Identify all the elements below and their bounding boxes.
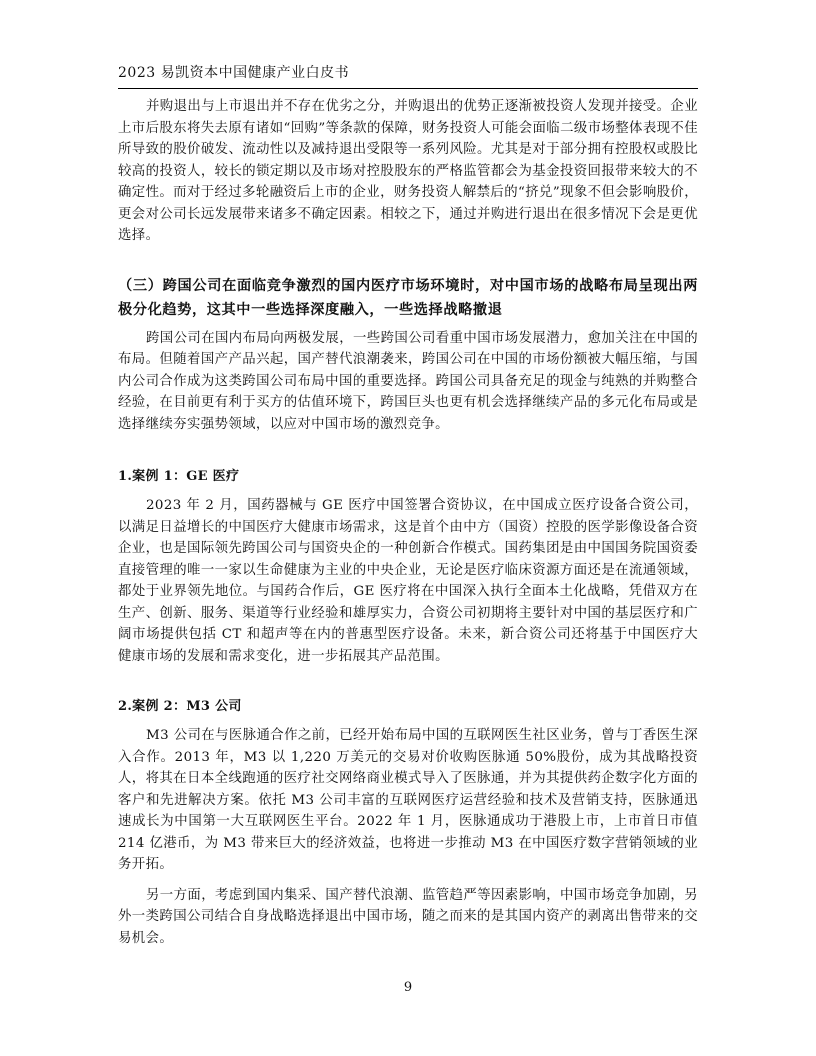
page-header-title: 2023 易凯资本中国健康产业白皮书 (118, 65, 350, 81)
page-content (118, 96, 698, 949)
paragraph-strategic-exit: 另一方面，考虑到国内集采、国产替代浪潮、监管趋严等因素影响，中国市场竞争加剧，另外一类跨国公司结合自身战略选择退出中国市场，随之而来的是其国内资产的剥离出售带来的交易机会。 (118, 887, 698, 946)
case-heading-m3: 2.案例 2：M3 公司 (118, 699, 242, 714)
paragraph-m3: M3 公司在与医脉通合作之前，已经开始布局中国的互联网医生社区业务，曾与丁香医生深入合作。2013 年，M3 以 1,220 万美元的交易对价收购医脉通 50%股份，成为其战略投资人，将其在日本全线跑通的医疗社交网络商业模式导入了医脉通，并为其提供药企数字化方面的客户和先进解决方案。依托 M3 公司丰富的互联网医疗运营经验和技术及营销支持，医脉通迅速成长为中国第一大互联网医生平台。2022 年 1 月，医脉通成功于港股上市，上市首日市值 214 亿港币，为 M3 带来巨大的经济效益，也将进一步推动 M3 在中国医疗数字营销领域的业务开拓。 (118, 728, 698, 872)
page-number: 9 (403, 980, 413, 995)
case-heading-ge-healthcare: 1.案例 1：GE 医疗 (118, 469, 240, 484)
paragraph-exit-comparison: 并购退出与上市退出并不存在优劣之分，并购退出的优势正逐渐被投资人发现并接受。企业上市后股东将失去原有诸如“回购”等条款的保障，财务投资人可能会面临二级市场整体表现不佳所导致的股价破发、流动性以及减持退出受限等一系列风险。尤其是对于部分拥有控股权或股比较高的投资人，较长的锁定期以及市场对控股股东的严格监管都会为基金投资回报带来较大的不确定性。而对于经过多轮融资后上市的企业，财务投资人解禁后的“挤兑”现象不但会影响股价，更会对公司长远发展带来诸多不确定因素。相较之下，通过并购进行退出在很多情况下会是更优选择。 (118, 99, 698, 243)
paragraph-multinational-polarization: 跨国公司在国内布局向两极发展，一些跨国公司看重中国市场发展潜力，愈加关注在中国的布局。但随着国产产品兴起，国产替代浪潮袭来，跨国公司在中国的市场份额被大幅压缩，与国内公司合作成为这类跨国公司布局中国的重要选择。跨国公司具备充足的现金与纯熟的并购整合经验，在目前更有利于买方的估值环境下，跨国巨头也更有机会选择继续产品的多元化布局或是选择继续夯实强势领域，以应对中国市场的激烈竞争。 (118, 330, 698, 432)
paragraph-ge-healthcare: 2023 年 2 月，国药器械与 GE 医疗中国签署合资协议，在中国成立医疗设备合资公司，以满足日益增长的中国医疗大健康市场需求，这是首个由中方（国资）控股的医学影像设备合资企业，也是国际领先跨国公司与国资央企的一种创新合作模式。国药集团是由中国国务院国资委直接管理的唯一一家以生命健康为主业的中央企业，无论是医疗临床资源方面还是在流通领域，都处于业界领先地位。与国药合作后，GE 医疗将在中国深入执行全面本土化战略，凭借双方在生产、创新、服务、渠道等行业经验和雄厚实力，合资公司初期将主要针对中国的基层医疗和广阔市场提供包括 CT 和超声等在内的普惠型医疗设备。未来，新合资公司还将基于中国医疗大健康市场的发展和需求变化，进一步拓展其产品范围。 (118, 498, 698, 664)
header-divider (118, 88, 698, 89)
section-heading-multinational: （三）跨国公司在面临竞争激烈的国内医疗市场环境时，对中国市场的战略布局呈现出两极分化趋势，这其中一些选择深度融入，一些选择战略撤退 (118, 277, 698, 318)
